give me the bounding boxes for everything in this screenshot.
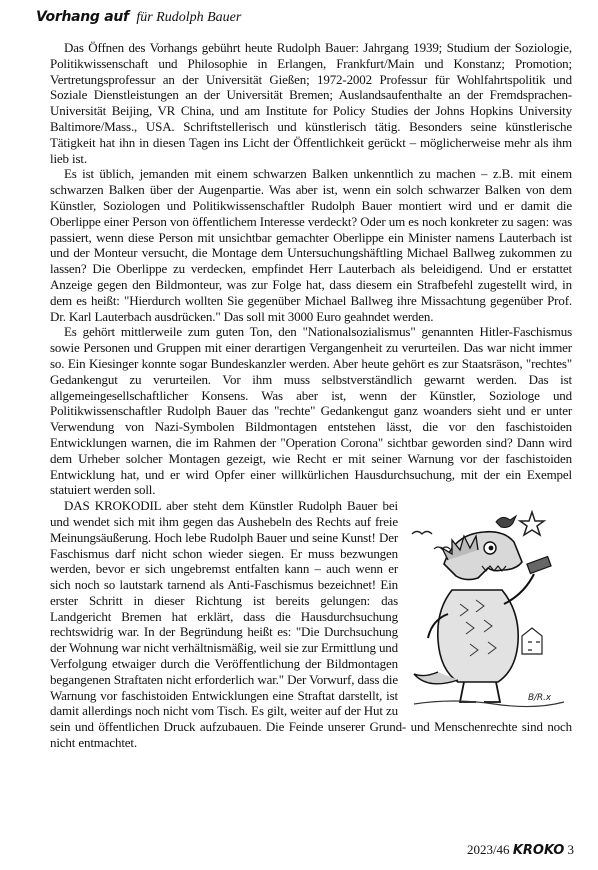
paragraph-1: Das Öffnen des Vorhangs gebührt heute Rudolph Bauer: Jahrgang 1939; Studium der Soziologie, Politikwissenschaft und Philosophie in Erlangen, Frankfurt/Main und Konstanz; Promotion; Vertretungsprofessur an der Universität Gießen; 1972-2002 Professur für Wohlfahrtspolitik und Soziale Dienstleistungen an der Universität Bremen; Auslandsaufenthalte an der Fremdsprachen-Universität Beijing, VR China, und am Institute for Policy Studies der Johns Hopkins University Baltimore/Mass., USA. Schriftstellerisch und künstlerisch tätig. Besonders seine künstlerische Tätigkeit hat ihn in diesen Tagen ins Licht der Öffentlichkeit gerückt – möglicherweise mehr als ihm lieb ist.	[50, 40, 572, 166]
issue-number: 2023/46	[466, 842, 510, 857]
illustration-signature: B/R.x	[528, 693, 551, 704]
article-header	[36, 8, 241, 27]
article-body	[50, 40, 572, 751]
column-subtitle: für Rudolph Bauer	[136, 10, 242, 25]
column-title: Vorhang auf	[36, 9, 129, 25]
magazine-brand: KROKO	[512, 843, 565, 858]
page-footer	[467, 842, 574, 858]
illustrated-section	[50, 498, 572, 751]
crocodile-illustration	[404, 504, 572, 714]
paragraph-4: DAS KROKODIL aber steht dem Künstler Rudolph Bauer bei und wendet sich mit ihm gegen das Aushebeln des Rechts auf freie Meinungsäußerung. Hoch lebe Rudolph Bauer und seine Kunst! Der Faschismus darf nicht schon wieder siegen. Er muss bezwungen werden, bevor er sich ungebremst entfalten kann – auch wenn er sich noch so lautstark tarnend als Anti-Faschismus bezeichnet! Ein erster Schritt in dieser Richtung ist bereits gelungen: das Landgericht Bremen hat erklärt, dass die Hausdurchsuchung rechtswidrig war. In der Begründung heißt es: "Die Durchsuchung der Wohnung war nicht verhältnismäßig, weil sie zur Ermittlung und Verfolgung etwaiger durch die Veröffentlichung der Bildmontagen begangenen Straftaten nicht erforderlich war." Der Vorwurf, dass die Warnung vor faschistoiden Entwicklungen eine Straftat darstellt, ist damit allerdings noch nicht vom Tisch. Es gilt, weiter auf der Hut zu sein und öffentlichen Druck aufzubauen. Die Feinde unserer Grund- und Menschenrechte sind noch nicht entmachtet.	[50, 498, 572, 751]
paragraph-2: Es ist üblich, jemanden mit einem schwarzen Balken unkenntlich zu machen – z.B. mit einem schwarzen Balken über der Augenpartie. Was aber ist, wenn ein solch schwarzer Balken von dem Künstler, Soziologen und Politikwissenschaftler Rudolph Bauer montiert wird und er damit die Oberlippe einer Person von öffentlichem Interesse verdeckt? Oder um es noch konkreter zu sagen: was passiert, wenn diese Person mit unsichtbar gemachter Oberlippe ein Minister namens Lauterbach ist und der Monteur versucht, die Montage dem Untersuchungshäftling Michael Ballweg zukommen zu lassen? Die Oberlippe zu verdecken, empfindet Herr Lauterbach als beleidigend. Und er erstattet Anzeige gegen den Bildmonteur, was zur Folge hat, dass diesem ein Strafbefehl zugestellt wird, in dem es heißt: "Hierdurch wollten Sie gegenüber Michael Ballweg ihre Missachtung gegenüber Prof. Dr. Karl Lauterbach ausdrücken." Das soll mit 3000 Euro geahndet werden.	[50, 166, 572, 324]
paragraph-3: Es gehört mittlerweile zum guten Ton, den "Nationalsozialismus" genannten Hitler-Faschismus sowie Personen und Gruppen mit einer derartigen Vergangenheit zu verurteilen. Das war nicht immer so. Ein Kiesinger konnte sogar Bundeskanzler werden. Aber heute gehört es zur Staatsräson, "rechtes" Gedankengut zu verurteilen. Vor ihm muss selbstverständlich gewarnt werden. Das ist allgemeingesellschaftlicher Konsens. Was aber ist, wenn der Künstler, Soziologe und Politikwissenschaftler Rudolph Bauer das "rechte" Gedankengut ganz woanders sieht und er unter Verwendung von Nazi-Symbolen Bildmontagen entstehen lässt, die vor den faschistoiden Entwicklungen warnen, die im Rahmen der "Operation Corona" sichtbar geworden sind? Dann wird dem Urheber solcher Montagen gezeigt, wie Recht er mit seiner Warnung vor der faschistoiden Entwicklung hat, und er wird Opfer einer willkürlichen Hausdurchsuchung, mit der ein Exempel statuiert werden soll.	[50, 324, 572, 498]
page-number: 3	[567, 842, 574, 857]
